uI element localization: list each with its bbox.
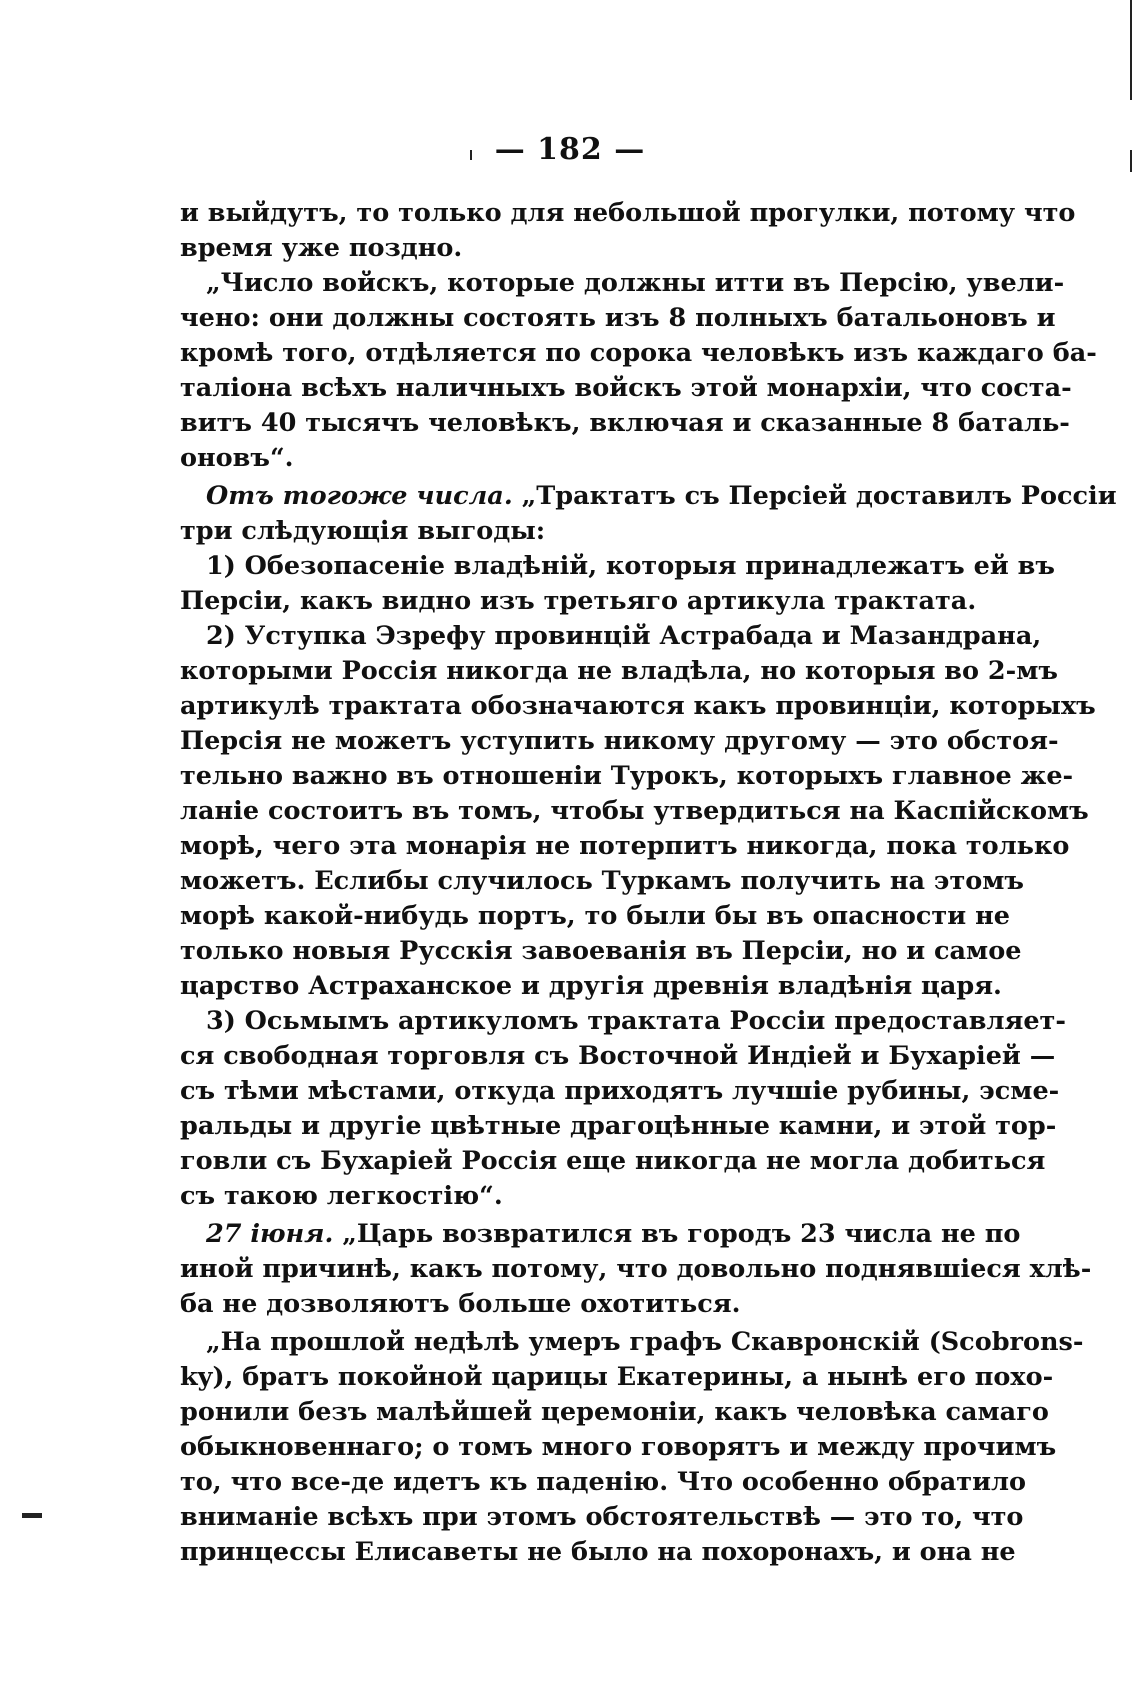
text-line: принцессы Елисаветы не было на похоронахъ, и она не	[180, 1537, 1016, 1567]
text-line: морѣ, чего эта монарiя не потерпитъ никогда, пока только	[180, 831, 1070, 861]
text-line: ланiе состоитъ въ томъ, чтобы утвердиться на Каспiйскомъ	[180, 796, 1089, 826]
text-line: съ тѣми мѣстами, откуда приходятъ лучшiе рубины, эсме-	[180, 1076, 1060, 1106]
page-body	[180, 196, 1117, 1570]
text-line: иной причинѣ, какъ потому, что довольно поднявшiеся хлѣ-	[180, 1254, 1092, 1284]
text-line: Персiя не можетъ уступить никому другому — это обстоя-	[180, 726, 1059, 756]
scan-mark	[22, 1513, 42, 1518]
text-line: артикулѣ трактата обозначаются какъ провинцiи, которыхъ	[180, 691, 1096, 721]
text-line: оновъ“.	[180, 443, 294, 473]
text-line: царство Астраханское и другiя древнiя владѣнiя царя.	[180, 971, 1002, 1001]
text-line: то, что все-де идетъ къ паденiю. Что особенно обратило	[180, 1467, 1026, 1497]
text-line: Персiи, какъ видно изъ третьяго артикула трактата.	[180, 586, 977, 616]
text-line: вниманiе всѣхъ при этомъ обстоятельствѣ — это то, что	[180, 1502, 1024, 1532]
text-line: кромѣ того, отдѣляется по сорока человѣкъ изъ каждаго ба-	[180, 338, 1097, 368]
text-line: съ такою легкостiю“.	[180, 1181, 503, 1211]
text-line: 2) Уступка Эзрефу провинцiй Астрабада и Мазандрана,	[206, 621, 1042, 651]
text-line: три слѣдующія выгоды:	[180, 516, 546, 546]
text-line: 1) Обезопасенiе владѣнiй, которыя принадлежатъ ей въ	[206, 551, 1055, 581]
text-line: говли съ Бухарiей Россiя еще никогда не могла добиться	[180, 1146, 1046, 1176]
text-line: ронили безъ малѣйшей церемонiи, какъ человѣка самаго	[180, 1397, 1049, 1427]
date-heading: Отъ тогоже числа.	[206, 481, 513, 511]
scan-mark	[470, 150, 472, 160]
text-line: морѣ какой-нибудь портъ, то были бы въ опасности не	[180, 901, 1010, 931]
text-line: таліона всѣхъ наличныхъ войскъ этой монархіи, что соста-	[180, 373, 1072, 403]
text-line: можетъ. Еслибы случилось Туркамъ получить на этомъ	[180, 866, 1024, 896]
text-line: чено: они должны состоять изъ 8 полныхъ батальоновъ и	[180, 303, 1056, 333]
text-line: обыкновеннаго; о томъ много говорятъ и между прочимъ	[180, 1432, 1057, 1462]
text-line: 3) Осьмымъ артикуломъ трактата Россiи предоставляет-	[206, 1006, 1066, 1036]
text-line: ральды и другiе цвѣтные драгоцѣнные камни, и этой тор-	[180, 1111, 1057, 1141]
text-span: „Царь возвратился въ городъ 23 числа не по	[333, 1219, 1021, 1249]
text-span: „Трактатъ съ Персiей доставилъ Россiи	[512, 481, 1117, 511]
page-number: — 182 —	[494, 132, 646, 167]
dated-entry-line	[180, 1217, 1021, 1252]
text-line: тельно важно въ отношенiи Турокъ, которыхъ главное же-	[180, 761, 1074, 791]
scan-edge-line	[1130, 150, 1132, 172]
date-heading: 27 iюня.	[206, 1219, 334, 1249]
text-line: только новыя Русскiя завоеванiя въ Персiи, но и самое	[180, 936, 1022, 966]
scan-edge-line	[1130, 0, 1132, 100]
text-line: „Число войскъ, которые должны итти въ Персiю, увели-	[206, 268, 1065, 298]
text-line: витъ 40 тысячъ человѣкъ, включая и сказанные 8 баталь-	[180, 408, 1070, 438]
dated-entry-line	[180, 479, 1117, 514]
text-line: время уже поздно.	[180, 233, 463, 263]
text-line: которыми Россiя никогда не владѣла, но которыя во 2-мъ	[180, 656, 1058, 686]
text-line: ky), братъ покойной царицы Екатерины, а нынѣ его похо-	[180, 1362, 1054, 1392]
text-line: „На прошлой недѣлѣ умеръ графъ Скавронскiй (Scobrons-	[206, 1327, 1084, 1357]
text-line: и выйдутъ, то только для небольшой прогулки, потому что	[180, 198, 1076, 228]
text-line: ба не дозволяютъ больше охотиться.	[180, 1289, 741, 1319]
text-line: ся свободная торговля съ Восточной Индiей и Бухарiей —	[180, 1041, 1056, 1071]
